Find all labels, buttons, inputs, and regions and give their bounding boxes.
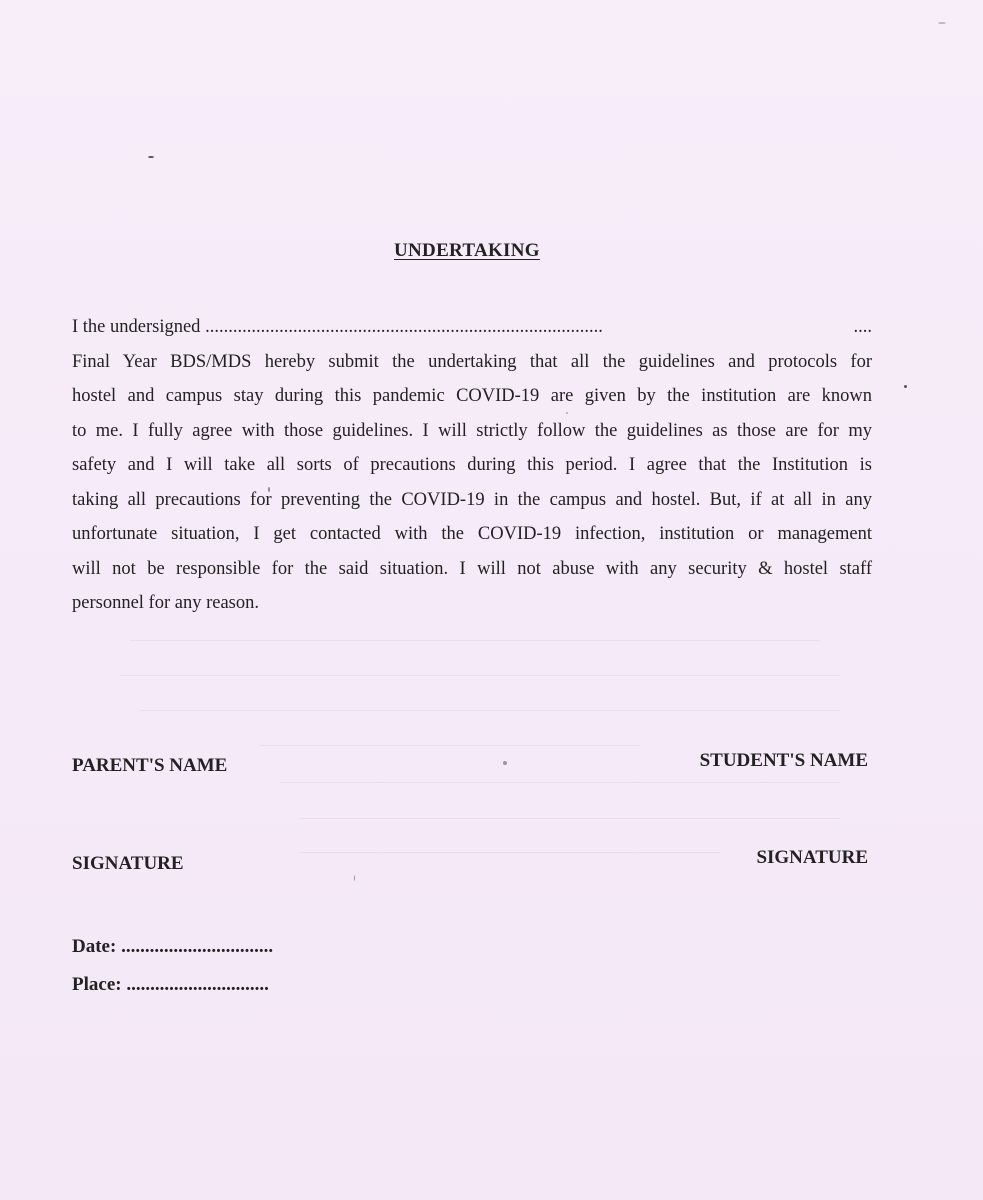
undersigned-prefix: I the undersigned (72, 317, 201, 337)
name-fill-dots: ...................................................................................... (205, 317, 603, 337)
student-signature-label: SIGNATURE (756, 847, 868, 868)
undersigned-text (72, 310, 603, 345)
date-line (72, 936, 273, 958)
place-field: .............................. (126, 974, 269, 995)
paragraph-line: hostel and campus stay during this pandemic COVID-19 are given by the institution are known (72, 386, 872, 406)
bleed-through-line (120, 675, 840, 676)
student-name-label: STUDENT'S NAME (699, 750, 868, 771)
scan-speck (503, 761, 507, 765)
scan-speck (354, 875, 355, 881)
parent-name-label: PARENT'S NAME (72, 755, 228, 776)
paragraph-line: will not be responsible for the said situation. I will not abuse with any security & hostel staff (72, 558, 872, 579)
date-field: ................................ (121, 936, 274, 957)
paragraph-line: safety and I will take all sorts of precautions during this period. I agree that the Institution is (72, 455, 872, 475)
place-line (72, 974, 269, 996)
scan-speck (938, 22, 946, 24)
date-label: Date: (72, 936, 117, 957)
bleed-through-line (130, 640, 820, 641)
paragraph-line: taking all precautions for preventing the COVID-19 in the campus and hostel. But, if at all in any (72, 489, 872, 510)
scan-speck (148, 156, 154, 158)
trailing-dots: .... (853, 317, 872, 337)
bleed-through-line (300, 852, 720, 853)
bleed-through-line (300, 818, 840, 819)
place-label: Place: (72, 974, 122, 995)
bleed-through-line (280, 782, 840, 783)
paragraph-line: personnel for any reason. (72, 593, 259, 613)
parent-signature-label: SIGNATURE (72, 853, 184, 874)
bleed-through-line (140, 710, 840, 711)
undersigned-line (72, 310, 872, 345)
paragraph-line: unfortunate situation, I get contacted with the COVID-19 infection, institution or management (72, 524, 872, 544)
paragraph-line: to me. I fully agree with those guidelines. I will strictly follow the guidelines as those are for my (72, 420, 872, 441)
paragraph-line: Final Year BDS/MDS hereby submit the undertaking that all the guidelines and protocols for (72, 351, 872, 372)
bleed-through-line (260, 745, 640, 746)
page-title: UNDERTAKING (394, 240, 540, 261)
scan-speck (904, 385, 907, 388)
undertaking-paragraph (72, 310, 872, 621)
